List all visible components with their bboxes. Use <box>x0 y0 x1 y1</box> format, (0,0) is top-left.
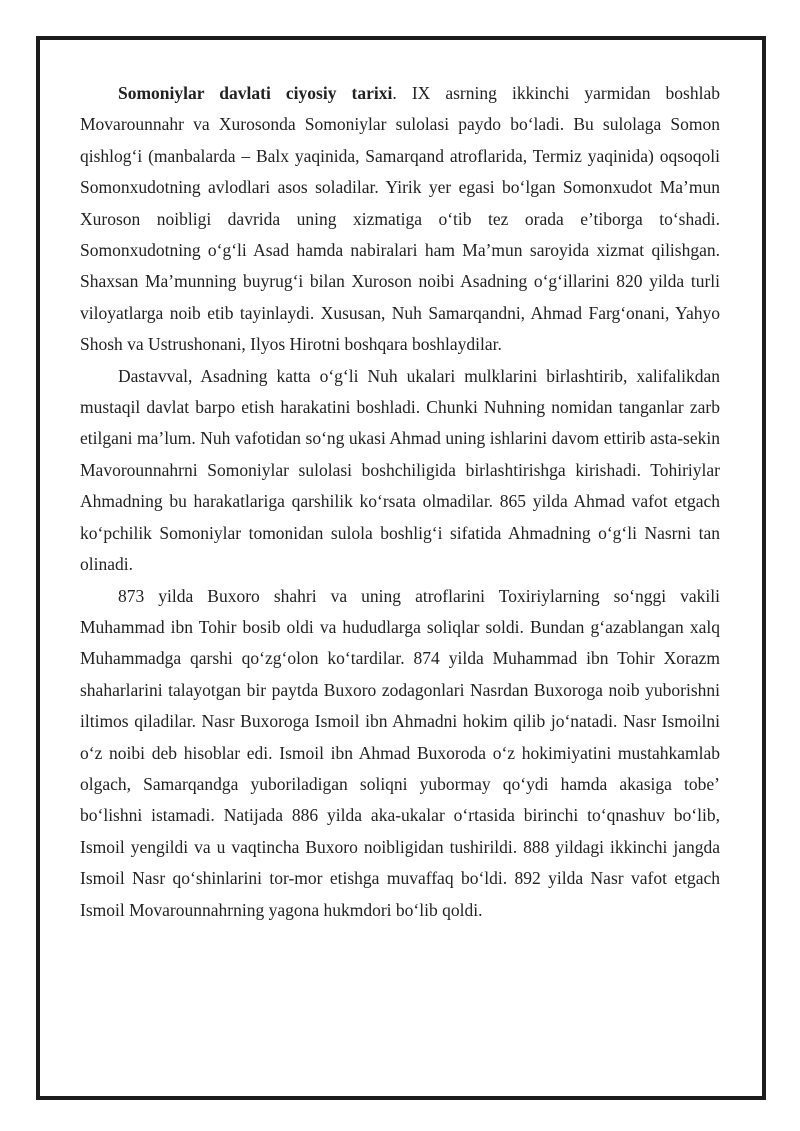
page-frame <box>36 36 766 1100</box>
paragraph-2: Dastavval, Asadning katta o‘g‘li Nuh ukalari mulklarini birlashtirib, xalifalikdan mustaqil davlat barpo etish harakatini boshladi. Chunki Nuhning nomidan tanganlar zarb etilgani ma’lum. Nuh vafotidan so‘ng ukasi Ahmad uning ishlarini davom ettirib asta-sekin Mavorounnahrni Somoniylar sulolasi boshchiligida birlashtirishga kirishadi. Tohiriylar Ahmadning bu harakatlariga qarshilik ko‘rsata olmadilar. 865 yilda Ahmad vafot etgach ko‘pchilik Somoniylar tomonidan sulola boshlig‘i sifatida Ahmadning o‘g‘li Nasrni tan olinadi. <box>80 365 720 575</box>
document-body <box>80 78 720 926</box>
paragraph-3: 873 yilda Buxoro shahri va uning atroflarini Toxiriylarning so‘nggi vakili Muhammad ibn Tohir bosib oldi va hududlarga soliqlar soldi. Bundan g‘azablangan xalq Muhammadga qarshi qo‘zg‘olon ko‘tardilar. 874 yilda Muhammad ibn Tohir Xorazm shaharlarini talayotgan bir paytda Buxoro zodagonlari Nasrdan Buxoroga noib yuborishni iltimos qiladilar. Nasr Buxoroga Ismoil ibn Ahmadni hokim qilib jo‘natadi. Nasr Ismoilni o‘z noibi deb hisoblar edi. Ismoil ibn Ahmad Buxoroda o‘z hokimiyatini mustahkamlab olgach, Samarqandga yuboriladigan soliqni yubormay qo‘ydi hamda akasiga tobe’ bo‘lishni istamadi. Natijada 886 yilda aka-ukalar o‘rtasida birinchi to‘qnashuv bo‘lib, Ismoil yengildi va u vaqtincha Buxoro noibligidan tushirildi. 888 yildagi ikkinchi jangda Ismoil Nasr qo‘shinlarini tor-mor etishga muvaffaq bo‘ldi. 892 yilda Nasr vafot etgach Ismoil Movarounnahrning yagona hukmdori bo‘lib qoldi. <box>80 585 720 920</box>
paragraph-1 <box>80 78 720 361</box>
paragraph-1-text: . IX asrning ikkinchi yarmidan boshlab Movarounnahr va Xurosonda Somoniylar sulolasi paydo bo‘ladi. Bu sulolaga Somon qishlog‘i (manbalarda – Balx yaqinida, Samarqand atroflarida, Termiz yaqinida) oqsoqoli Somonxudotning avlodlari asos soladilar. Yirik yer egasi bo‘lgan Somonxudot Ma’mun Xuroson noibligi davrida uning xizmatiga o‘tib tez orada e’tiborga to‘shadi. Somonxudotning o‘g‘li Asad hamda nabiralari ham Ma’mun saroyida xizmat qilishgan. Shaxsan Ma’munning buyrug‘i bilan Xuroson noibi Asadning o‘g‘illarini 820 yilda turli viloyatlarga noib etib tayinlaydi. Xususan, Nuh Samarqandni, Ahmad Farg‘onani, Yahyo Shosh va Ustrushonani, Ilyos Hirotni boshqara boshlaydilar. <box>80 83 720 355</box>
section-heading: Somoniylar davlati ciyosiy tarixi <box>118 83 393 103</box>
